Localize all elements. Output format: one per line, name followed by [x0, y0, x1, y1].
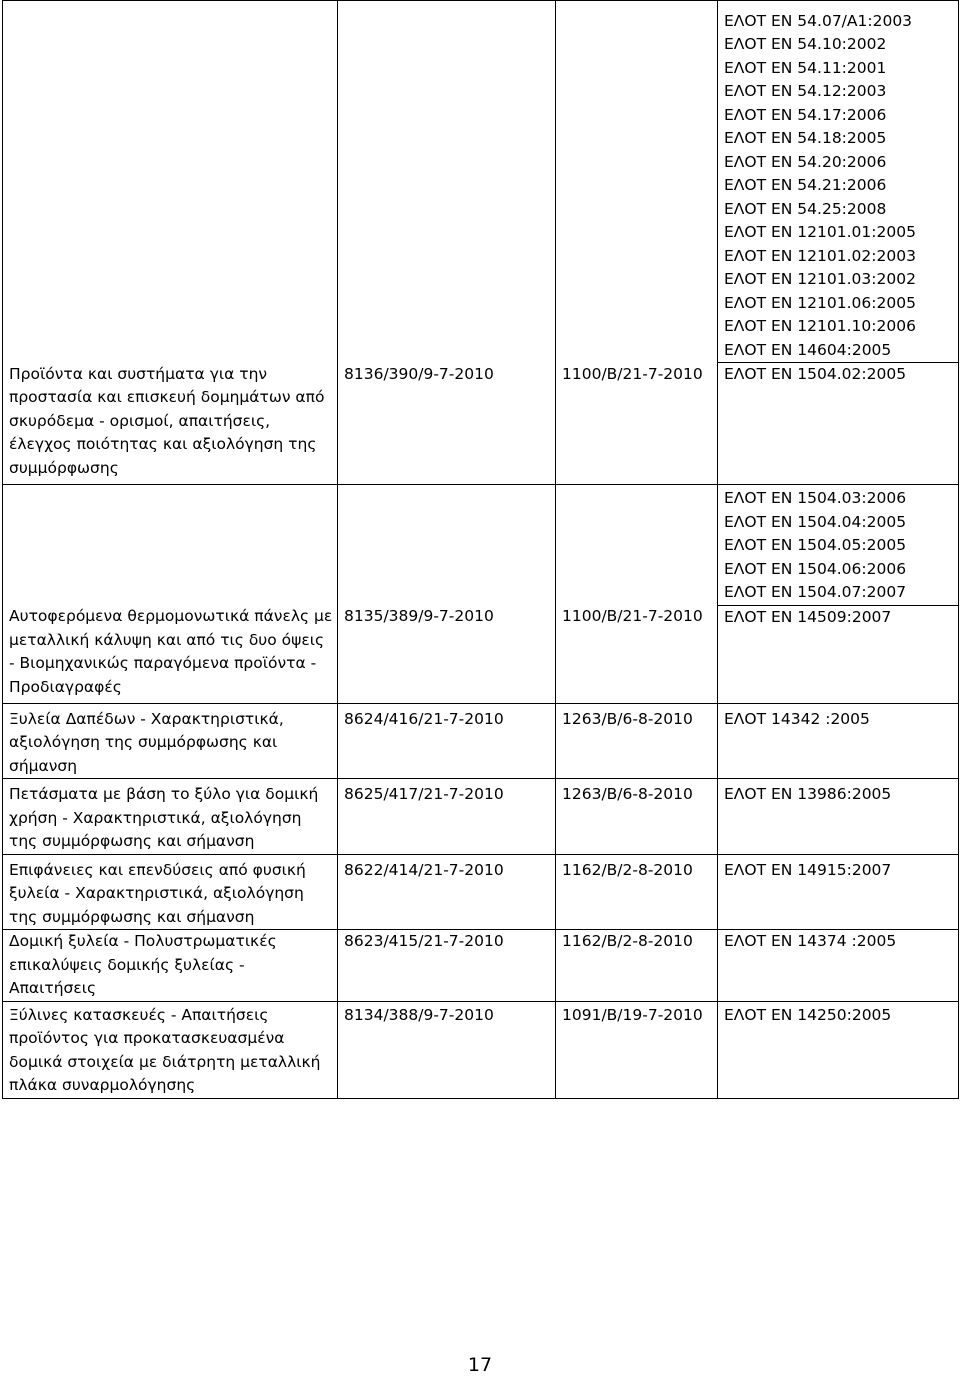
standard-code: ΕΛΟΤ ΕΝ 54.10:2002	[724, 35, 887, 53]
standard-code: ΕΛΟΤ ΕΝ 1504.03:2006	[724, 489, 907, 507]
gazette-reference: 1263/Β/6-8-2010	[562, 785, 693, 803]
gazette-cell	[556, 1001, 718, 1098]
decision-cell	[338, 1001, 556, 1098]
standard-code: ΕΛΟΤ ΕΝ 54.12:2003	[724, 82, 887, 100]
decision-number: 8136/390/9-7-2010	[344, 364, 494, 383]
decision-number: 8625/417/21-7-2010	[344, 785, 504, 803]
decision-cell	[338, 930, 556, 1002]
standard-code: ΕΛΟΤ ΕΝ 54.07/Α1:2003	[724, 11, 913, 30]
standard-cell	[718, 854, 959, 930]
table-row	[3, 1001, 959, 1098]
decision-cell	[338, 363, 556, 485]
gazette-cell	[556, 363, 718, 485]
gazette-reference: 1263/Β/6-8-2010	[562, 709, 693, 728]
table-row	[3, 485, 959, 606]
standard-code: ΕΛΟΤ ΕΝ 54.11:2001	[724, 58, 887, 77]
standard-code: ΕΛΟΤ ΕΝ 54.25:2008	[724, 199, 887, 218]
standard-code: ΕΛΟΤ ΕΝ 14915:2007	[724, 860, 892, 879]
decision-number: 8622/414/21-7-2010	[344, 860, 504, 879]
product-cell	[3, 1001, 338, 1098]
product-cell	[3, 930, 338, 1002]
standard-code: ΕΛΟΤ ΕΝ 54.20:2006	[724, 152, 887, 171]
decision-cell	[338, 854, 556, 930]
gazette-reference: 1091/Β/19-7-2010	[562, 1005, 703, 1024]
standard-code: ΕΛΟΤ ΕΝ 1504.02:2005	[724, 365, 907, 383]
gazette-reference: 1100/Β/21-7-2010	[562, 364, 703, 383]
gazette-cell	[556, 930, 718, 1002]
gazette-reference: 1162/Β/2-8-2010	[562, 932, 693, 950]
decision-number: 8623/415/21-7-2010	[344, 932, 504, 950]
decision-cell-empty	[338, 485, 556, 606]
product-name: Επιφάνειες και επενδύσεις από φυσική ξυλεία - Χαρακτηριστικά, αξιολόγηση της συμμόρφωσης και σήμανση	[9, 860, 306, 926]
standard-cell	[718, 779, 959, 855]
product-cell-empty	[3, 485, 338, 606]
standard-code: ΕΛΟΤ ΕΝ 12101.06:2005	[724, 293, 916, 312]
standard-code: ΕΛΟΤ ΕΝ 13986:2005	[724, 785, 892, 803]
standard-cell	[718, 1001, 959, 1098]
table-row	[3, 930, 959, 1002]
table-row	[3, 854, 959, 930]
decision-number: 8134/388/9-7-2010	[344, 1005, 494, 1024]
product-name: Πετάσματα με βάση το ξύλο για δομική χρήση - Χαρακτηριστικά, αξιολόγηση της συμμόρφωσης και σήμανση	[9, 785, 319, 850]
decision-number: 8624/416/21-7-2010	[344, 709, 504, 728]
decision-cell-empty	[338, 1, 556, 363]
standard-code: ΕΛΟΤ ΕΝ 14604:2005	[724, 340, 892, 359]
standard-code: ΕΛΟΤ ΕΝ 14374 :2005	[724, 932, 897, 950]
standards-list-cell	[718, 1, 959, 363]
product-name: Αυτοφερόμενα θερμομονωτικά πάνελς με μεταλλική κάλυψη και από τις δυο όψεις - Βιομηχανικώς παραγόμενα προϊόντα - Προδιαγραφές	[9, 607, 333, 696]
product-cell	[3, 854, 338, 930]
standard-cell	[718, 605, 959, 703]
table-row	[3, 1, 959, 363]
gazette-reference: 1162/Β/2-8-2010	[562, 860, 693, 879]
product-name: Ξύλινες κατασκευές - Απαιτήσεις προϊόντος για προκατασκευασμένα δομικά στοιχεία με διάτρητη μεταλλική πλάκα συναρμολόγησης	[9, 1005, 321, 1094]
standard-code: ΕΛΟΤ ΕΝ 1504.07:2007	[724, 583, 907, 601]
standard-code: ΕΛΟΤ ΕΝ 12101.03:2002	[724, 270, 916, 288]
standard-cell	[718, 930, 959, 1002]
standard-cell	[718, 363, 959, 485]
standard-code: ΕΛΟΤ ΕΝ 12101.01:2005	[724, 223, 916, 241]
standard-code: ΕΛΟΤ ΕΝ 54.18:2005	[724, 129, 887, 147]
standard-code: ΕΛΟΤ ΕΝ 1504.05:2005	[724, 536, 907, 554]
decision-number: 8135/389/9-7-2010	[344, 607, 494, 625]
standard-code: ΕΛΟΤ ΕΝ 54.21:2006	[724, 176, 887, 194]
gazette-cell	[556, 779, 718, 855]
product-cell-empty	[3, 1, 338, 363]
standard-code: ΕΛΟΤ ΕΝ 1504.06:2006	[724, 559, 907, 578]
product-cell	[3, 703, 338, 779]
standard-code: ΕΛΟΤ ΕΝ 14250:2005	[724, 1005, 892, 1024]
standards-table	[2, 0, 959, 1099]
gazette-cell	[556, 854, 718, 930]
table-row	[3, 363, 959, 485]
decision-cell	[338, 779, 556, 855]
product-cell	[3, 363, 338, 485]
product-cell	[3, 605, 338, 703]
decision-cell	[338, 703, 556, 779]
page-number: 17	[467, 1354, 493, 1376]
table-row	[3, 779, 959, 855]
product-name: Δομική ξυλεία - Πολυστρωματικές επικαλύψεις δομικής ξυλείας - Απαιτήσεις	[9, 932, 277, 997]
product-cell	[3, 779, 338, 855]
gazette-reference: 1100/Β/21-7-2010	[562, 607, 703, 625]
standard-code: ΕΛΟΤ ΕΝ 54.17:2006	[724, 105, 887, 124]
gazette-cell	[556, 703, 718, 779]
product-name: Προϊόντα και συστήματα για την προστασία και επισκευή δομημάτων από σκυρόδεμα - ορισμοί, απαιτήσεις, έλεγχος ποιότητας και αξιολόγηση της συμμόρφωσης	[9, 364, 325, 477]
table-row	[3, 605, 959, 703]
standard-code: ΕΛΟΤ ΕΝ 12101.10:2006	[724, 317, 916, 335]
gazette-cell-empty	[556, 485, 718, 606]
standard-code: ΕΛΟΤ ΕΝ 14509:2007	[724, 607, 892, 626]
standard-code: ΕΛΟΤ ΕΝ 12101.02:2003	[724, 246, 916, 265]
standard-cell	[718, 703, 959, 779]
standard-code: ΕΛΟΤ ΕΝ 1504.04:2005	[724, 512, 907, 531]
standards-list-cell	[718, 485, 959, 606]
gazette-cell	[556, 605, 718, 703]
table-row	[3, 703, 959, 779]
standard-code: ΕΛΟΤ 14342 :2005	[724, 709, 870, 728]
product-name: Ξυλεία Δαπέδων - Χαρακτηριστικά, αξιολόγηση της συμμόρφωσης και σήμανση	[9, 709, 284, 775]
gazette-cell-empty	[556, 1, 718, 363]
decision-cell	[338, 605, 556, 703]
